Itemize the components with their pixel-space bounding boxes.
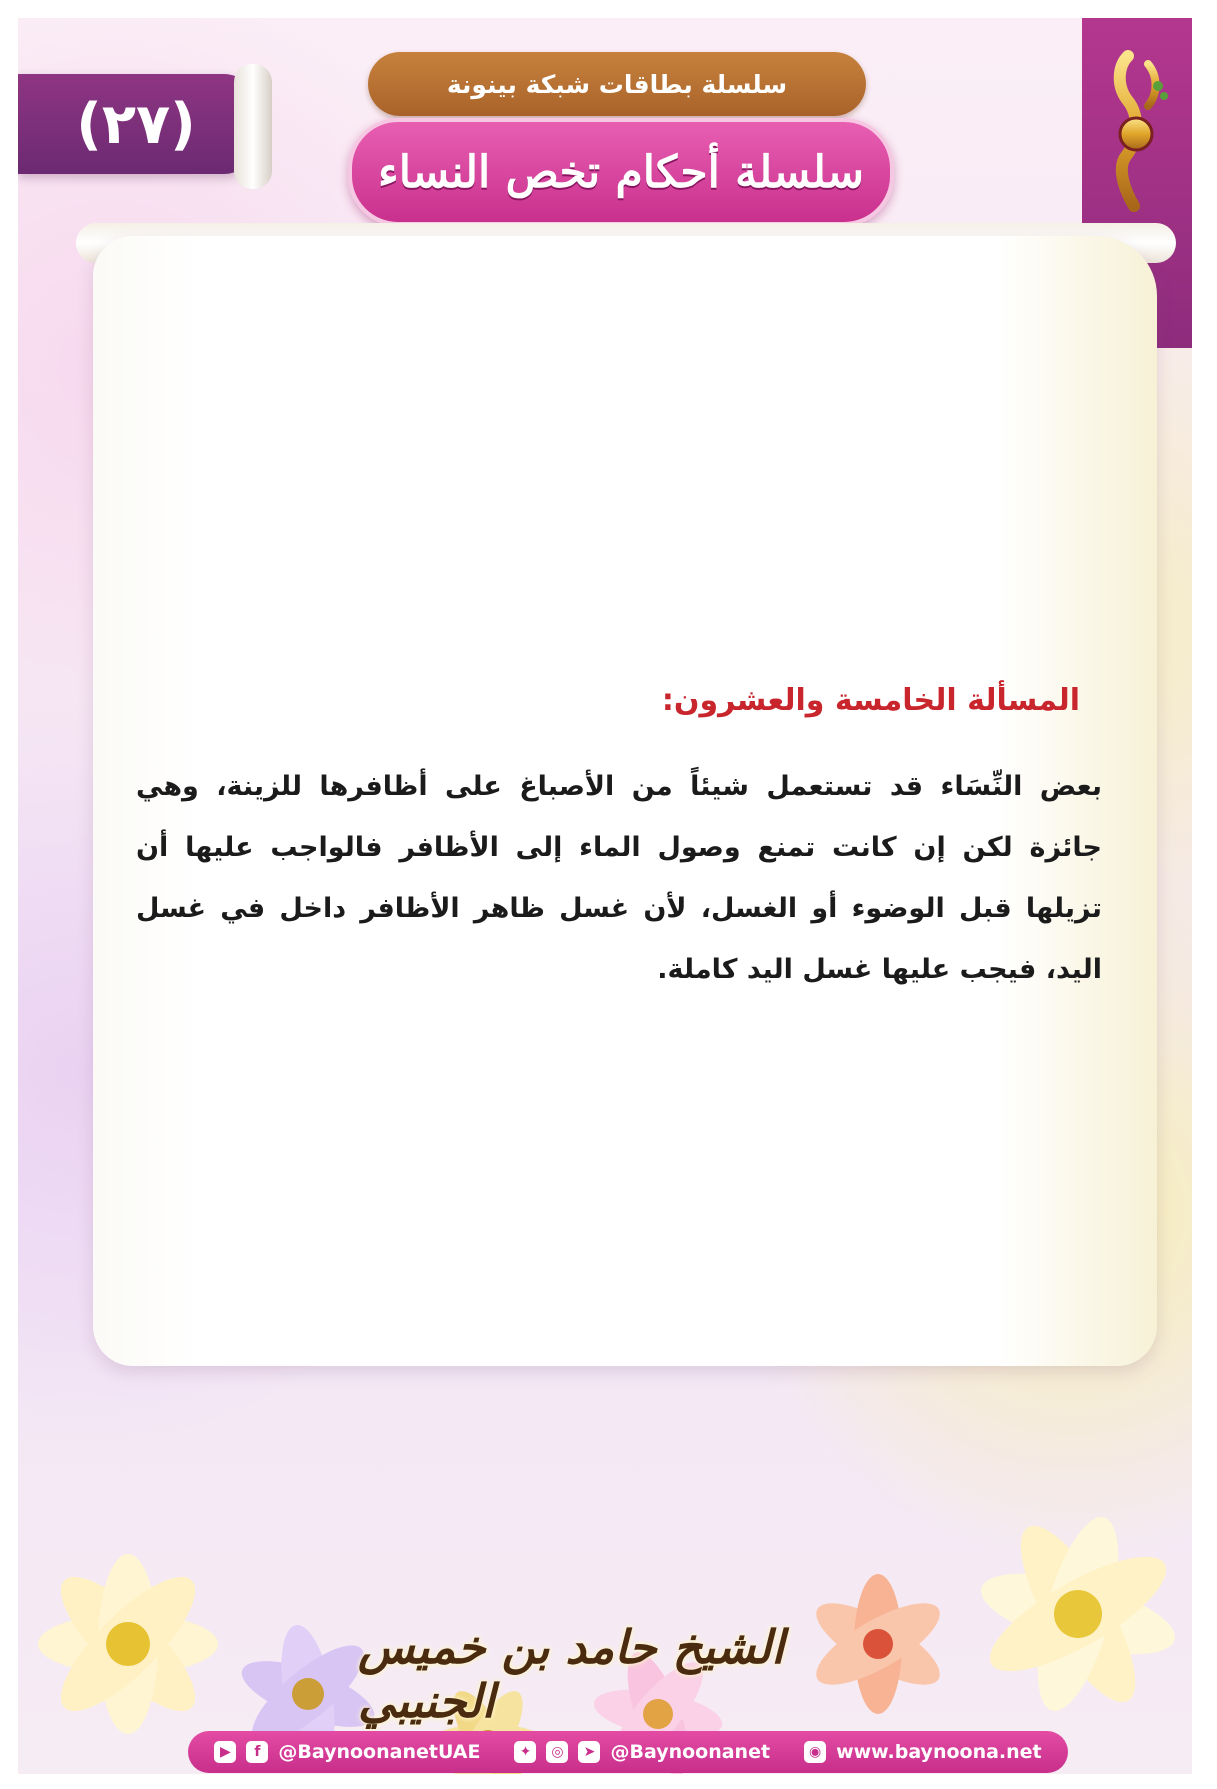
body-text: بعض النِّسَاء قد تستعمل شيئاً من الأصباغ على أظافرها للزينة، وهي جائزة لكن إن كانت تمنع وصول الماء إلى الأظافر فالواجب عليها أن تزيلها قبل الوضوء أو الغسل، لأن غسل ظاهر الأظافر داخل في غسل اليد، فيجب عليها غسل اليد كاملة. <box>136 771 1102 985</box>
twitter-icon[interactable]: ✦ <box>514 1741 536 1763</box>
series-label: سلسلة بطاقات شبكة بينونة <box>446 69 788 99</box>
footer-handle-1[interactable]: @BaynoonanetUAE <box>278 1741 481 1763</box>
page-number-tab <box>18 74 254 174</box>
globe-icon[interactable]: ◉ <box>804 1741 826 1763</box>
signature-text: الشيخ حامد بن خميس الجنيبي <box>358 1620 785 1728</box>
facebook-icon[interactable]: f <box>246 1741 268 1763</box>
tab-scroll-curl <box>234 64 272 189</box>
series-label-pill <box>368 52 866 116</box>
title-banner <box>348 118 894 226</box>
page-number: (٢٧) <box>76 91 196 157</box>
series-title: سلسلة أحكام تخص النساء <box>378 146 864 198</box>
baynoona-logo-icon <box>1088 46 1184 216</box>
question-title: المسألة الخامسة والعشرون: <box>661 683 1080 718</box>
youtube-icon[interactable]: ▶ <box>214 1741 236 1763</box>
telegram-icon[interactable]: ➤ <box>578 1741 600 1763</box>
content-area <box>136 683 1102 1000</box>
footer-website[interactable]: www.baynoona.net <box>836 1741 1042 1763</box>
instagram-icon[interactable]: ◎ <box>546 1741 568 1763</box>
footer-handle-2[interactable]: @Baynoonanet <box>610 1741 771 1763</box>
author-signature <box>358 1620 898 1728</box>
card-background <box>18 18 1192 1774</box>
footer-bar <box>188 1731 1068 1773</box>
